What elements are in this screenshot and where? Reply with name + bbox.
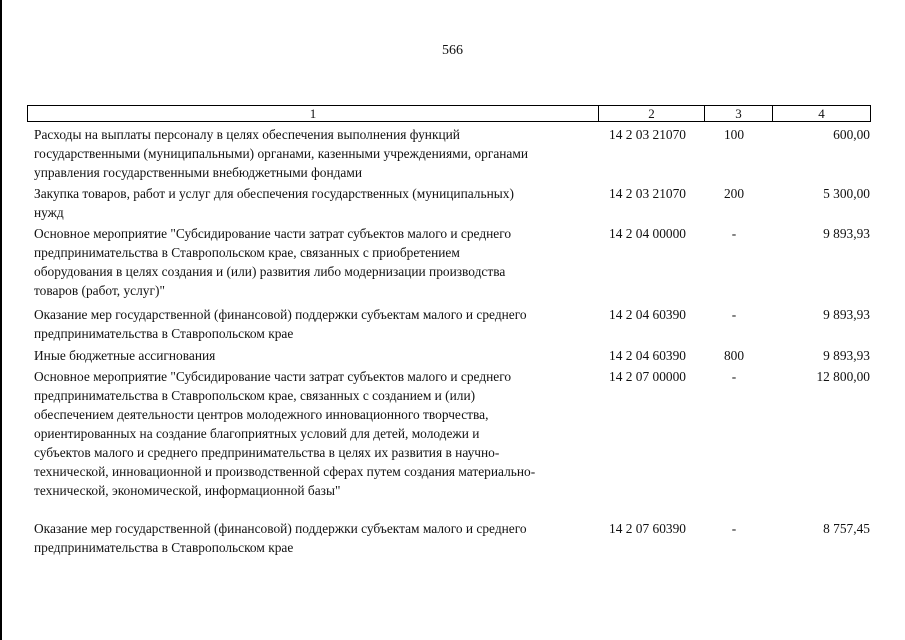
row-type: -: [731, 521, 737, 536]
row-description: [34, 224, 606, 300]
description-line: Основное мероприятие "Субсидирование части затрат субъектов малого и среднего: [34, 226, 512, 241]
description-line: обеспечением деятельности центров молодежного инновационного творчества,: [34, 407, 489, 422]
column-header-1: 1: [309, 106, 317, 121]
row-description: [34, 184, 606, 222]
row-amount: 9 893,93: [823, 348, 870, 363]
row-type: 800: [723, 348, 745, 363]
row-description: [34, 125, 606, 182]
column-header-2: 2: [648, 106, 655, 121]
description-line: государственными (муниципальными) органами, казенными учреждениями, органами: [34, 146, 529, 161]
description-line: товаров (работ, услуг)": [34, 283, 165, 298]
description-line: предпринимательства в Ставропольском крае, связанных с приобретением: [34, 245, 460, 260]
row-type: 100: [723, 127, 745, 142]
row-amount: 12 800,00: [816, 369, 870, 384]
row-type: -: [731, 369, 737, 384]
row-code: 14 2 04 60390: [609, 307, 686, 322]
description-line: Расходы на выплаты персоналу в целях обеспечения выполнения функций: [34, 127, 460, 142]
row-code: 14 2 03 21070: [609, 186, 686, 201]
row-type: -: [731, 307, 737, 322]
row-code: 14 2 04 00000: [609, 226, 686, 241]
row-description: [34, 519, 606, 557]
row-code: 14 2 04 60390: [609, 348, 686, 363]
row-type: 200: [723, 186, 745, 201]
description-line: технической, инновационной и производственной сферах путем создания материально-: [34, 464, 536, 479]
description-line: Закупка товаров, работ и услуг для обеспечения государственных (муниципальных): [34, 186, 514, 201]
description-line: Основное мероприятие "Субсидирование части затрат субъектов малого и среднего: [34, 369, 512, 384]
row-amount: 9 893,93: [823, 307, 870, 322]
description-line: Оказание мер государственной (финансовой) поддержки субъектам малого и среднего: [34, 521, 527, 536]
row-amount: 9 893,93: [823, 226, 870, 241]
description-line: предпринимательства в Ставропольском крае: [34, 326, 294, 341]
row-amount: 5 300,00: [823, 186, 870, 201]
row-description: [34, 305, 606, 343]
column-header-3: 3: [735, 106, 742, 121]
description-line: ориентированных на создание благоприятных условий для детей, молодежи и: [34, 426, 480, 441]
column-header-4: 4: [818, 106, 825, 121]
description-line: Иные бюджетные ассигнования: [34, 348, 216, 363]
description-line: оборудования в целях создания и (или) развития либо модернизации производства: [34, 264, 506, 279]
page-edge-line: [0, 0, 2, 640]
description-line: технической, экономической, информационной базы": [34, 483, 341, 498]
row-code: 14 2 07 00000: [609, 369, 686, 384]
description-line: Оказание мер государственной (финансовой) поддержки субъектам малого и среднего: [34, 307, 527, 322]
description-line: предпринимательства в Ставропольском крае: [34, 540, 294, 555]
description-line: субъектов малого и среднего предпринимательства в целях их развития в научно-: [34, 445, 500, 460]
row-amount: 8 757,45: [823, 521, 870, 536]
row-description: [34, 367, 606, 500]
page-number: 566: [442, 43, 463, 58]
table-header-row: [27, 105, 871, 122]
description-line: управления государственными внебюджетными фондами: [34, 165, 363, 180]
row-description: [34, 346, 606, 365]
description-line: нужд: [34, 205, 64, 220]
row-code: 14 2 03 21070: [609, 127, 686, 142]
description-line: предпринимательства в Ставропольском крае, связанных с созданием и (или): [34, 388, 476, 403]
row-code: 14 2 07 60390: [609, 521, 686, 536]
row-amount: 600,00: [833, 127, 870, 142]
row-type: -: [731, 226, 737, 241]
